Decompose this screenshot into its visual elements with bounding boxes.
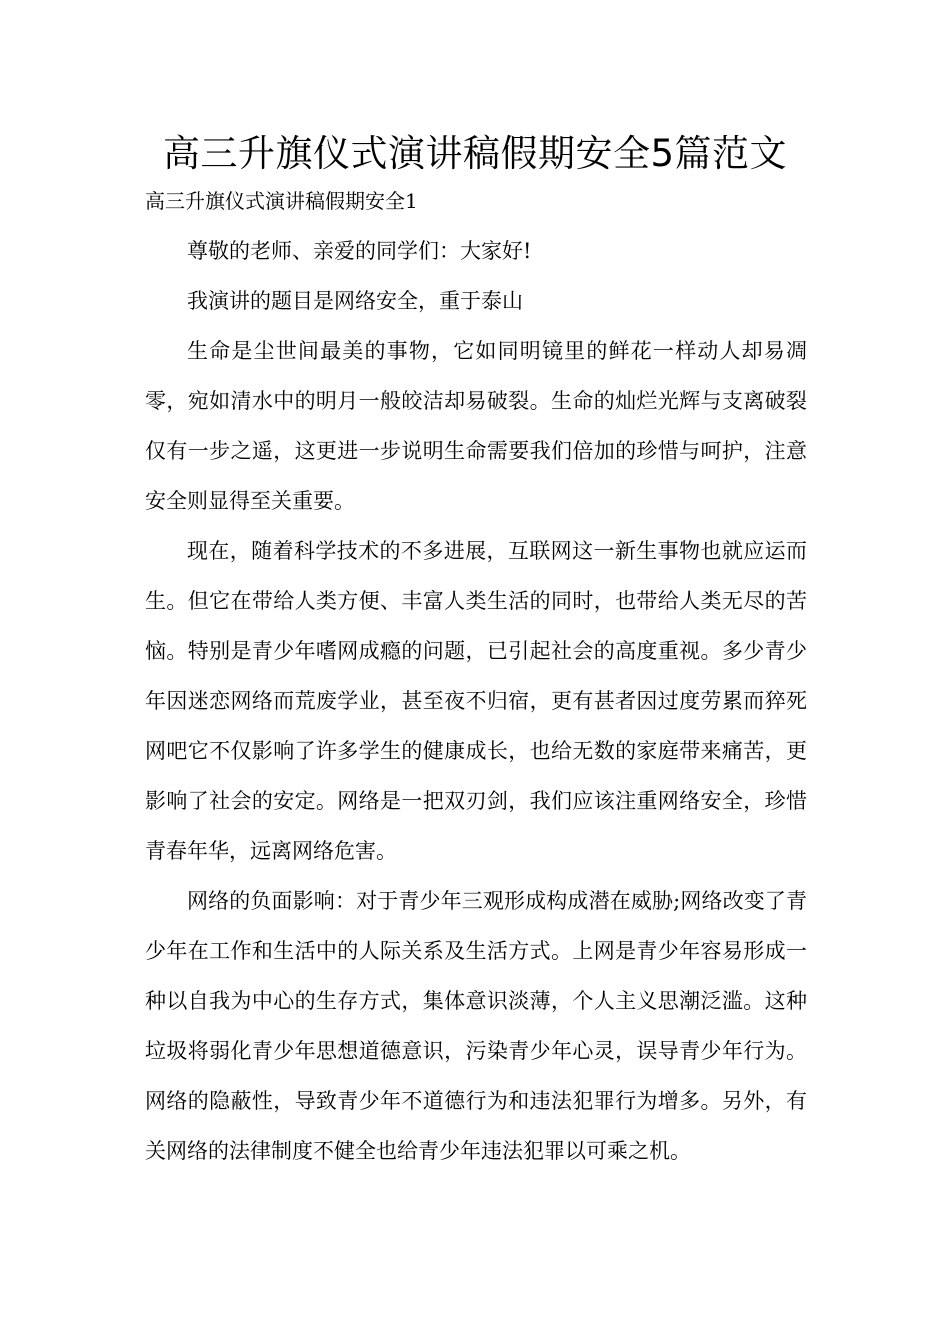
section-heading: 高三升旗仪式演讲稿假期安全1 — [145, 189, 418, 213]
document-body — [145, 226, 807, 1176]
paragraph-internet: 现在，随着科学技术的不多进展，互联网这一新生事物也就应运而生。但它在带给人类方便、丰富人类生活的同时，也带给人类无尽的苦恼。特别是青少年嗜网成瘾的问题，已引起社会的高度重视。多少青少年因迷恋网络而荒废学业，甚至夜不归宿，更有甚者因过度劳累而猝死网吧它不仅影响了许多学生的健康成长，也给无数的家庭带来痛苦，更影响了社会的安定。网络是一把双刃剑，我们应该注重网络安全，珍惜青春年华，远离网络危害。 — [145, 539, 807, 863]
document-title: 高三升旗仪式演讲稿假期安全5篇范文 — [162, 132, 788, 175]
paragraph-negative-effects: 网络的负面影响：对于青少年三观形成构成潜在威胁;网络改变了青少年在工作和生活中的人际关系及生活方式。上网是青少年容易形成一种以自我为中心的生存方式，集体意识淡薄，个人主义思潮泛滥。这种垃圾将弱化青少年思想道德意识，污染青少年心灵，误导青少年行为。网络的隐蔽性，导致青少年不道德行为和违法犯罪行为增多。另外，有关网络的法律制度不健全也给青少年违法犯罪以可乘之机。 — [145, 889, 807, 1163]
paragraph-life: 生命是尘世间最美的事物，它如同明镜里的鲜花一样动人却易凋零，宛如清水中的明月一般皎洁却易破裂。生命的灿烂光辉与支离破裂仅有一步之遥，这更进一步说明生命需要我们倍加的珍惜与呵护，注意安全则显得至关重要。 — [145, 339, 807, 513]
paragraph-topic: 我演讲的题目是网络安全，重于泰山 — [187, 289, 523, 313]
paragraph-greeting: 尊敬的老师、亲爱的同学们：大家好! — [187, 239, 532, 263]
